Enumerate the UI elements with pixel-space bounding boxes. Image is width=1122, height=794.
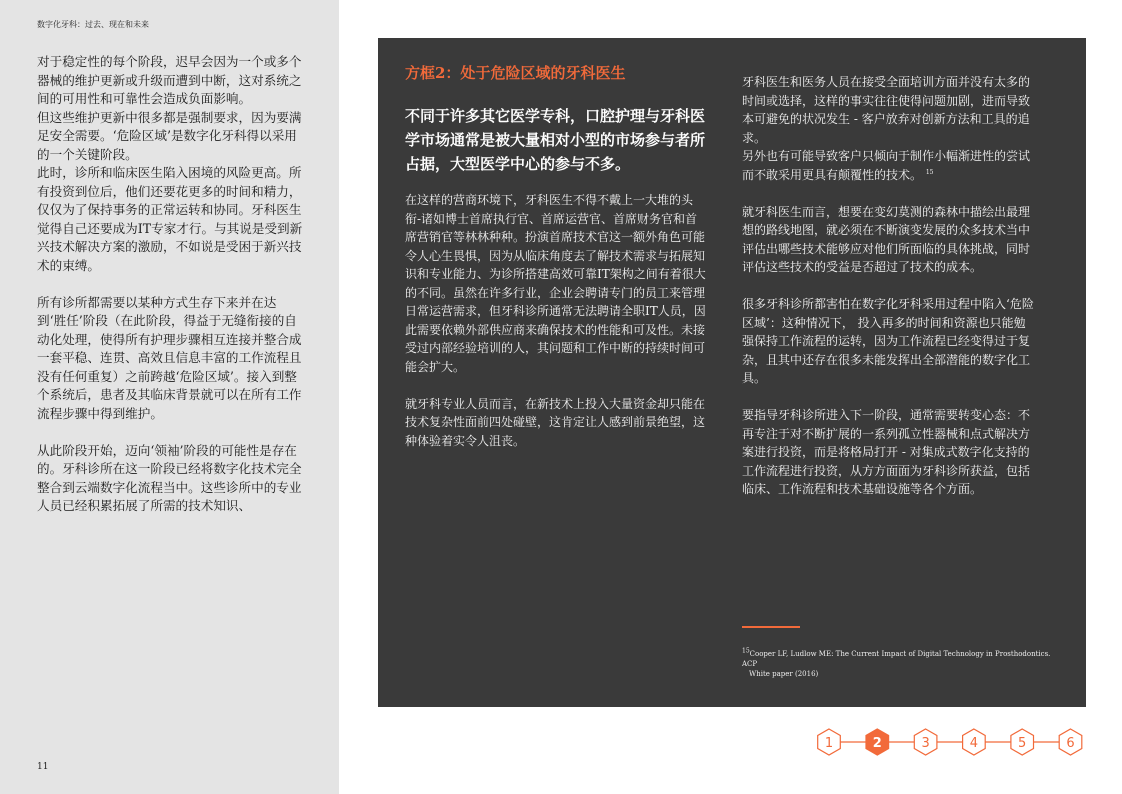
box-col2-paragraph-1 <box>742 73 1037 184</box>
box-col2-paragraph-1-text: 牙科医生和医务人员在接受全面培训方面并没有太多的时间或选择，这样的事实往往使得问题加剧，进而导致本可避免的状况发生 - 客户放弃对创新方法和工具的追求。 另外也有可能导致客户只倾向于制作小幅渐进性的尝试而不敢采用更具有颠覆性的技术。 <box>742 75 1031 182</box>
left-paragraph-2: 所有诊所都需要以某种方式生存下来并在达到‘胜任’阶段（在此阶段，得益于无缝衔接的自动化处理，使得所有护理步骤相互连接并整合成一套平稳、连贯、高效且信息丰富的工作流程且没有任何重复）之前跨越‘危险区域’。接入到整个系统后，患者及其临床背景就可以在所有工作流程步骤中得到维护。 <box>37 294 302 421</box>
pagination-page-1[interactable] <box>818 729 841 755</box>
page-number: 11 <box>37 762 49 772</box>
pagination-label: 1 <box>824 736 834 751</box>
footnote-line-2: White paper (2016) <box>749 670 819 678</box>
footnote-marker: 15 <box>742 647 750 655</box>
footnote-reference[interactable]: 15 <box>925 168 934 176</box>
pagination-page-5[interactable] <box>1011 729 1034 755</box>
pagination-page-2[interactable] <box>866 729 889 755</box>
left-paragraph-1: 对于稳定性的每个阶段，迟早会因为一个或多个器械的维护更新或升级而遭到中断，这对系统之间的可用性和可靠性会造成负面影响。 但这些维护更新中很多都是强制要求，因为要满足安全需要。‘危险区域’是数字化牙科得以采用的一个关键阶段。 此时，诊所和临床医生陷入困境的风险更高。所有投资到位后，他们还要花更多的时间和精力，仅仅为了保持事务的正常运转和协同。牙科医生觉得自己还要成为IT专家才行。与其说是受到新兴技术解决方案的激励，不如说是受困于新兴技术的束缚。 <box>37 54 303 273</box>
left-body-text <box>37 53 305 534</box>
pagination-page-4[interactable] <box>963 729 986 755</box>
left-sidebar-panel <box>0 0 339 794</box>
box-column-2 <box>742 73 1037 517</box>
box-lead-statement: 不同于许多其它医学专科，口腔护理与牙科医学市场通常是被大量相对小型的市场参与者所占据，大型医学中心的参与不多。 <box>405 107 706 173</box>
pagination-label: 3 <box>921 736 930 751</box>
pagination-label: 4 <box>969 736 979 751</box>
pagination-page-6[interactable] <box>1059 729 1082 755</box>
box-col2-paragraph-2: 就牙科医生而言，想要在变幻莫测的森林中描绘出最理想的路线地图，就必须在不断演变发展的众多技术当中评估出哪些技术能够应对他们所面临的具体挑战，同时评估这些技术的受益是否超过了技术的成本。 <box>742 204 1031 274</box>
box-col2-paragraph-4: 要指导牙科诊所进入下一阶段，通常需要转变心态：不再专注于对不断扩展的一系列孤立性器械和点式解决方案进行投资，而是将格局打开 - 对集成式数字化支持的工作流程进行投资，从方方面面为牙科诊所获益，包括临床、工作流程和技术基础设施等各个方面。 <box>742 408 1031 496</box>
footnote <box>742 649 1052 679</box>
box-col2-paragraph-3: 很多牙科诊所都害怕在数字化牙科采用过程中陷入‘危险区域’：这种情况下， 投入再多的时间和资源也只能勉强保持工作流程的运转，因为工作流程已经变得过于复杂，且其中还存在很多未能发挥出全部潜能的数字化工具。 <box>742 297 1034 385</box>
sidebar-box-2 <box>378 38 1086 707</box>
pagination-page-3[interactable] <box>914 729 937 755</box>
box-column-1 <box>405 191 707 469</box>
left-paragraph-3: 从此阶段开始，迈向‘领袖’阶段的可能性是存在的。牙科诊所在这一阶段已经将数字化技术完全整合到云端数字化流程当中。这些诊所中的专业人员已经积累拓展了所需的技术知识、 <box>37 442 302 513</box>
pagination-label: 6 <box>1066 736 1075 751</box>
pagination-label: 2 <box>872 736 882 751</box>
box-col1-paragraph-1: 在这样的营商环境下，牙科医生不得不戴上一大堆的头衔-诸如博士首席执行官、首席运营官、首席财务官和首席营销官等林林种种。扮演首席技术官这一额外角色可能令人心生畏惧，因为从临床角度去了解技术需求与拓展知识和专业能力、为诊所搭建高效可靠IT架构之间有着很大的不同。虽然在许多行业，企业会聘请专门的员工来管理日常运营需求，但牙科诊所通常无法聘请全职IT人员，因此需要依赖外部供应商来确保技术的性能和可及性。未接受过内部经验培训的人，其问题和工作中断的持续时间可能会扩大。 <box>405 193 706 374</box>
box-col1-paragraph-2: 就牙科专业人员而言，在新技术上投入大量资金却只能在技术复杂性面前四处碰壁，这肯定让人感到前景绝望，这种体验着实令人沮丧。 <box>405 396 706 448</box>
footnote-line-1: Cooper LF, Ludlow ME: The Current Impact of Digital Technology in Prosthodontics. ACP <box>742 650 1051 668</box>
box-title: 方框2：处于危险区域的牙科医生 <box>405 64 626 82</box>
pagination-label: 5 <box>1018 736 1027 751</box>
running-header: 数字化牙科：过去、现在和未来 <box>37 20 149 29</box>
footnote-rule <box>742 626 800 628</box>
